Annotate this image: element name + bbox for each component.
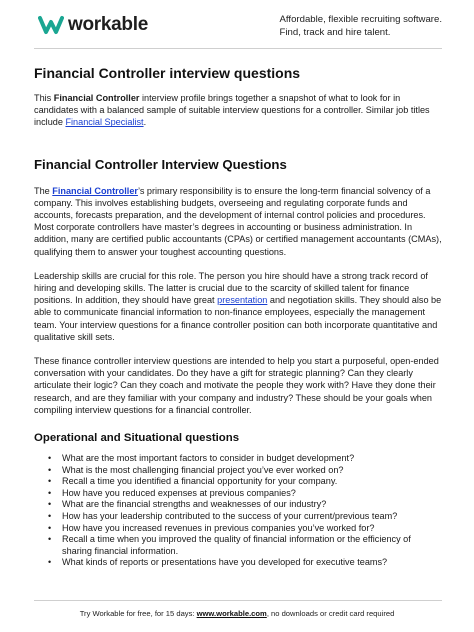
page-footer <box>0 609 474 618</box>
workable-w-icon <box>38 15 64 35</box>
list-item: • How has your leadership contributed to the success of your current/previous team? <box>34 511 442 523</box>
para2-text: and negotiation skills. They should also be able to communicate financial information to non-finance employees, especially the management team. Your interview questions for a finance controller position can both incorporate quantitative and qualitative skill sets. <box>34 295 442 342</box>
para1-prefix: The <box>34 185 53 196</box>
questions-list <box>34 453 442 569</box>
list-item: • What are the most important factors to consider in budget development? <box>34 453 442 465</box>
intro-text: This <box>34 93 54 103</box>
paragraph-1 <box>34 185 442 258</box>
section-title: Financial Controller Interview Questions <box>34 156 287 172</box>
intro-suffix: . <box>143 117 147 128</box>
workable-logo[interactable] <box>38 14 148 36</box>
tagline-line-1: Affordable, flexible recruiting software. <box>279 14 442 25</box>
header-tagline <box>280 14 442 39</box>
para1-text: ’s primary responsibility is to ensure the long-term financial solvency of a company. This involves establishing budgets, overseeing and regulating corporate funds and accounts, forecasts preparation, and the development of internal control policies and procedures. Most corporate controllers have master’s degrees in accounting or business administration. In addition, many are certified public accountants (CPAs) or certified management accountants (CMAs), qualifying them to answer your toughest accounting questions. <box>34 185 442 257</box>
intro-paragraph <box>34 92 442 129</box>
subsection-title: Operational and Situational questions <box>34 432 240 445</box>
paragraph-2 <box>34 270 442 343</box>
financial-specialist-link[interactable]: Financial Specialist <box>65 117 144 128</box>
list-item: • What kinds of reports or presentations have you developed for executive teams? <box>34 557 442 569</box>
tagline-line-2: Find, track and hire talent. <box>279 26 391 38</box>
list-item: • Recall a time when you improved the quality of financial information or the efficiency of sharing financial information. <box>34 534 442 557</box>
header-divider <box>34 48 442 49</box>
footer-suffix: , no downloads or credit card required <box>266 609 395 618</box>
presentation-link[interactable]: presentation <box>217 295 268 306</box>
list-item: • How have you increased revenues in previous companies you’ve worked for? <box>34 523 442 535</box>
list-item: • How have you reduced expenses at previous companies? <box>34 488 442 500</box>
document-body <box>34 64 442 569</box>
footer-divider <box>34 600 442 601</box>
logo-text: workable <box>68 14 148 35</box>
paragraph-3: These finance controller interview questions are intended to help you start a purposeful, open-ended conversation with your candidates. Do they have a gift for strategic planning? Can they clearly articulate their logic? Can they coach and motivate the people they work with? Have they done their research, and are they familiar with your company and industry? These should be your goals when compiling interview questions for a financial controller. <box>34 356 439 415</box>
list-item: • What is the most challenging financial project you’ve ever worked on? <box>34 465 442 477</box>
list-item: • What are the financial strengths and weaknesses of our industry? <box>34 499 442 511</box>
list-item: • Recall a time you identified a financial opportunity for your company. <box>34 476 442 488</box>
workable-website-link[interactable]: www.workable.com <box>196 609 267 618</box>
footer-prefix: Try Workable for free, for 15 days: <box>79 609 197 618</box>
intro-text-middle: interview profile brings together a snapshot of what to look for in candidates with a balanced sample of suitable interview questions for a controller. Similar job titles include <box>34 93 430 128</box>
page-title: Financial Controller interview questions <box>34 65 301 81</box>
para2-prefix: Leadership skills are crucial for this role. The person you hire should have a strong track record of hiring and developing skills. The latter is crucial due to the scarcity of skilled talent for finance positions. In addition, they should have great <box>34 270 428 306</box>
intro-bold: Financial Controller <box>53 93 140 103</box>
financial-controller-link[interactable]: Financial Controller <box>52 185 138 196</box>
